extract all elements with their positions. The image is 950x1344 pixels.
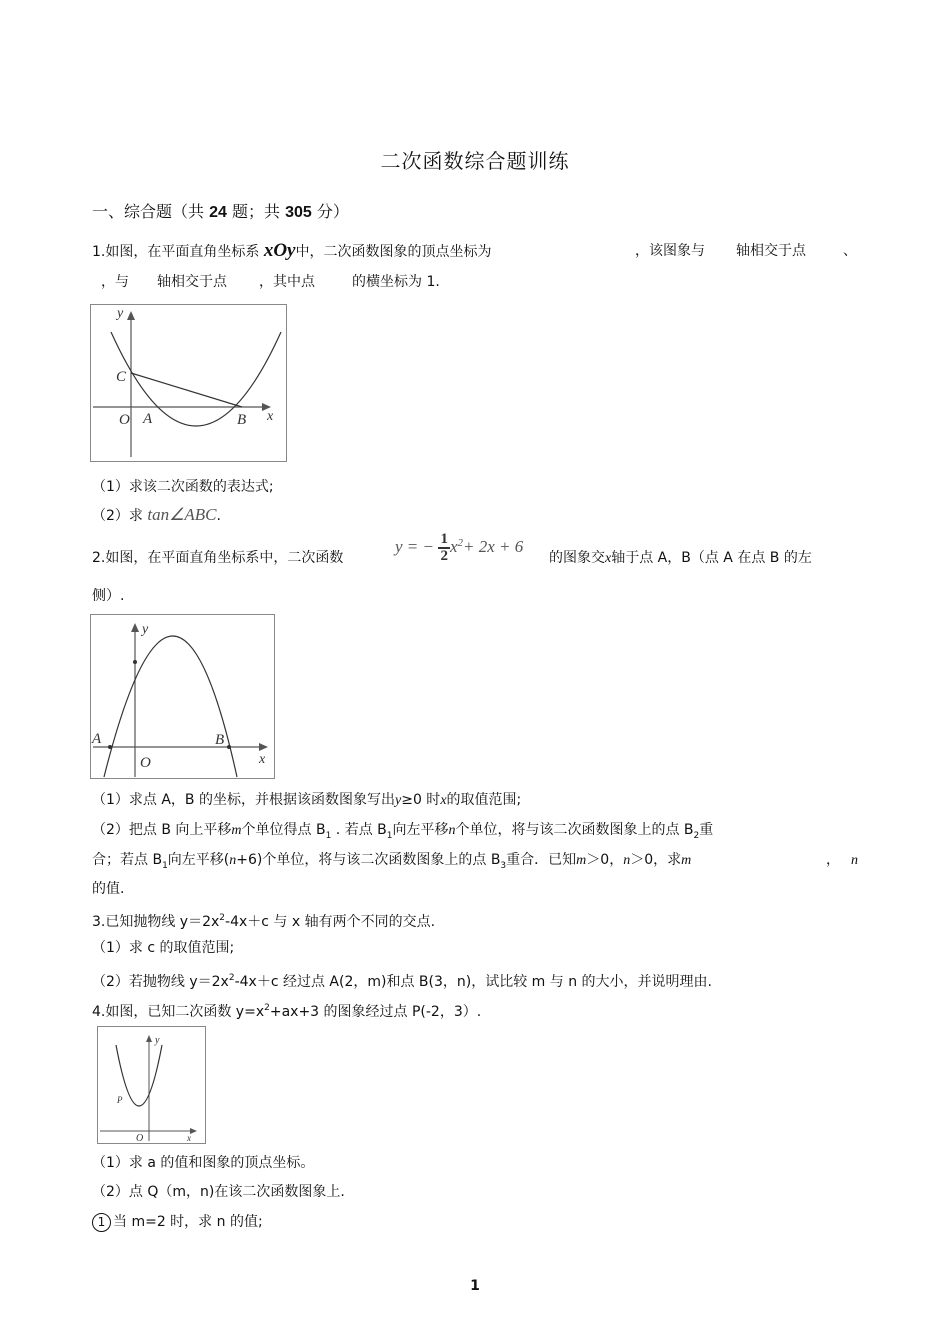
fig2-a-label: A: [92, 731, 102, 747]
point-a: [108, 745, 112, 749]
q4-line-1: [92, 998, 481, 1022]
q3-text: （2）若抛物线 y＝2x: [92, 974, 229, 990]
fig1-y-label: y: [117, 306, 124, 321]
q1-text: ，其中点: [259, 274, 315, 290]
section-mid: 题；共: [226, 202, 286, 221]
q2-m-var: m: [576, 853, 587, 868]
q4-text: +ax+3 的图象经过点 P(-2，3）.: [269, 1004, 482, 1020]
y-axis-arrow: [146, 1035, 152, 1042]
q3-exponent: 2: [228, 973, 235, 983]
q2-subscript: 1: [325, 831, 332, 841]
q1-line-1b: [635, 241, 705, 261]
q3-exponent: 2: [219, 913, 226, 923]
q1-tan-expr: tan∠ABC: [147, 505, 217, 524]
q2-n-var-end: [851, 850, 858, 871]
q3-text: -4x＋c 与 x 轴有两个不同的交点.: [225, 914, 436, 930]
q1-line-1d: [843, 241, 857, 261]
q2-text: 向左平移(: [167, 852, 230, 868]
q2-m-var: m: [681, 853, 692, 868]
q2-text: （2）把点 B 向上平移: [92, 822, 232, 838]
q4-exponent: 2: [264, 1003, 270, 1013]
parabola-curve: [104, 636, 237, 777]
q2-subscript: 1: [386, 831, 393, 841]
page-number: 1: [470, 1278, 480, 1294]
circled-number-1: 1: [92, 1213, 111, 1232]
q1-line-2d: [352, 272, 440, 292]
q3-text: -4x＋c 经过点 A(2，m)和点 B(3，n)，试比较 m 与 n 的大小，并说明理由.: [234, 974, 712, 990]
segment-cb: [131, 373, 242, 407]
q4-part-2: （2）点 Q（m，n)在该二次函数图象上.: [92, 1184, 345, 1200]
q1-part-1: （1）求该二次函数的表达式;: [92, 479, 274, 495]
fig3-x-label: x: [187, 1133, 191, 1143]
q2-text: 的图象交: [549, 550, 605, 566]
fig3-p-label: P: [117, 1095, 123, 1105]
point-b: [227, 745, 231, 749]
q1-text: 、: [843, 243, 857, 259]
y-axis-arrow: [131, 623, 139, 632]
q2-text: 个单位，将与该二次函数图象上的点 B: [455, 822, 694, 838]
section-prefix: 一、综合题（共: [92, 202, 210, 221]
q1-figure: [90, 304, 287, 462]
q2-text: ＞0，求: [630, 852, 682, 868]
q3-text: 3.已知抛物线 y＝2x: [92, 914, 220, 930]
q2-x-var: x: [605, 551, 612, 566]
q2-text: 2.如图，在平面直角坐标系中，二次函数: [92, 550, 344, 566]
q1-parabola-graph: [91, 305, 286, 461]
q1-line-2a: [101, 272, 129, 292]
q1-text: 1.如图，在平面直角坐标系: [92, 244, 260, 260]
q4-part-1: （1）求 a 的值和图象的顶点坐标。: [92, 1155, 315, 1171]
q2-text: +6)个单位，将与该二次函数图象上的点 B: [236, 852, 501, 868]
q2-text: 个单位得点 B: [241, 822, 326, 838]
q3-part-1: （1）求 c 的取值范围;: [92, 940, 235, 956]
q2-frac-den: 2: [440, 548, 448, 564]
q2-subscript: 2: [693, 831, 700, 841]
q2-y-var: y: [395, 793, 402, 808]
q4-parabola-graph: [98, 1027, 205, 1143]
fig3-o-label: O: [136, 1133, 144, 1143]
q4-text: 当 m=2 时，求 n 的值;: [113, 1214, 263, 1230]
q2-line-1: [92, 548, 343, 568]
q1-part-2: [92, 505, 221, 526]
q1-text: 的横坐标为 1.: [352, 274, 440, 290]
x-axis-arrow: [190, 1128, 197, 1134]
fig1-x-label: x: [267, 409, 274, 424]
q2-eq-x: x: [449, 537, 458, 556]
fig2-y-label: y: [142, 622, 149, 637]
document-title: 二次函数综合题训练: [380, 149, 570, 173]
q2-line-1b: [549, 548, 812, 569]
q2-text: 重: [699, 822, 714, 838]
total-score: 305: [285, 204, 312, 221]
q4-figure: [97, 1026, 206, 1144]
q2-m-var: m: [231, 823, 242, 838]
q2-n-var: n: [623, 853, 631, 868]
q2-text: ＞0，: [586, 852, 624, 868]
q1-text: ，该图象与: [635, 243, 705, 259]
q1-text: 中，二次函数图象的顶点坐标为: [295, 244, 492, 260]
q2-text: （1）求点 A，B 的坐标，并根据该函数图象写出: [92, 792, 395, 808]
q2-parabola-graph: [91, 615, 274, 778]
q2-fraction: [438, 532, 450, 564]
q2-n-var: n: [229, 853, 237, 868]
q4-text: 4.如图，已知二次函数 y=x: [92, 1004, 265, 1020]
q2-text: 向左平移: [392, 822, 449, 838]
q2-frac-num: 1: [440, 531, 448, 547]
q2-eq-exp: 2: [457, 537, 463, 549]
q2-text: 轴于点 A，B（点 A 在点 B 的左: [611, 550, 812, 566]
q2-subscript: 1: [162, 861, 168, 871]
fig2-x-label: x: [259, 752, 266, 767]
q1-text: 轴相交于点: [736, 243, 806, 259]
q2-subscript: 3: [500, 861, 507, 871]
q2-text: ≥0 时: [401, 792, 441, 808]
q2-text: 合；若点 B: [92, 852, 163, 868]
q2-part-2: [92, 820, 713, 846]
fig2-o-label: O: [140, 755, 151, 771]
q2-text: 的取值范围;: [446, 792, 522, 808]
q1-text: ，与: [101, 274, 129, 290]
q1-text: 轴相交于点: [157, 274, 227, 290]
q2-eq-lhs: y = −: [395, 537, 434, 556]
q1-line-2c: [259, 272, 315, 292]
q2-equation: [395, 532, 523, 564]
parabola-curve: [111, 332, 281, 426]
section-suffix: 分）: [311, 202, 349, 221]
fig2-b-label: B: [215, 732, 225, 748]
q1-coord-system: xOy: [263, 240, 296, 261]
q1-line-1: [92, 241, 491, 262]
q2-n-var: n: [448, 823, 456, 838]
parabola-curve: [116, 1045, 162, 1106]
section-heading: [92, 199, 349, 222]
q2-text: . 若点 B: [331, 822, 387, 838]
fig1-c-label: C: [116, 369, 127, 385]
q2-part-2-end: 的值.: [92, 881, 125, 897]
q1-line-2b: [157, 272, 227, 292]
q2-part-1: [92, 790, 521, 811]
fig3-y-label: y: [155, 1035, 160, 1046]
q2-part-2-cont: [92, 850, 691, 876]
q2-x-var: x: [440, 793, 447, 808]
y-intercept-point: [133, 660, 137, 664]
fig1-b-label: B: [237, 412, 247, 428]
q1-text: .: [216, 508, 221, 524]
q2-text: 重合．已知: [506, 852, 577, 868]
q2-line-2: 侧）.: [92, 588, 125, 604]
q2-comma: ，: [826, 852, 840, 868]
q3-line-1: [92, 908, 435, 932]
fig1-o-label: O: [119, 412, 130, 428]
question-count: 24: [209, 204, 227, 221]
x-axis-arrow: [259, 743, 268, 751]
q2-figure: [90, 614, 275, 779]
q2-n-var: n: [851, 853, 858, 868]
q3-part-2: [92, 968, 712, 992]
q2-eq-tail: + 2x + 6: [463, 537, 524, 556]
q4-part-2-1: [92, 1212, 263, 1232]
y-axis-arrow: [127, 311, 135, 320]
q1-line-1c: [736, 241, 806, 261]
q1-text: （2）求: [92, 508, 143, 524]
fig1-a-label: A: [143, 411, 153, 427]
